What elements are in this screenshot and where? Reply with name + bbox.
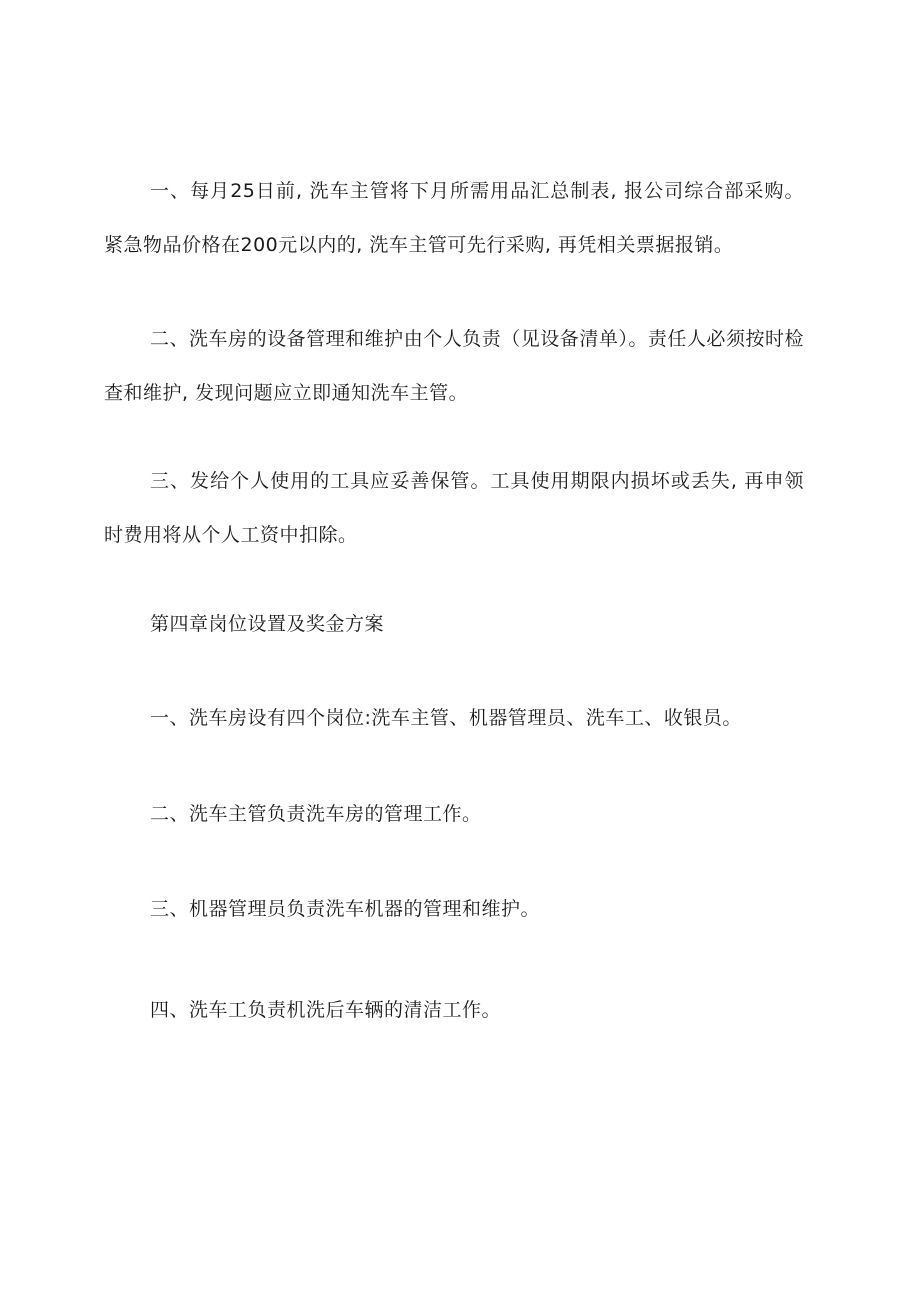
list-item-supervisor: 二、洗车主管负责洗车房的管理工作。 (150, 803, 482, 825)
list-item-positions: 一、洗车房设有四个岗位:洗车主管、机器管理员、洗车工、收银员。 (150, 707, 742, 729)
chapter-heading: 第四章岗位设置及奖金方案 (150, 613, 385, 635)
paragraph-tool-custody: 三、发给个人使用的工具应妥善保管。工具使用期限内损坏或丢失, 再申领时费用将从个人工资中扣除。 (104, 470, 804, 546)
list-item-machine-manager: 三、机器管理员负责洗车机器的管理和维护。 (150, 898, 541, 920)
list-item-washer: 四、洗车工负责机洗后车辆的清洁工作。 (150, 999, 502, 1021)
paragraph-equipment-maintenance: 二、洗车房的设备管理和维护由个人负责（见设备清单）。责任人必须按时检查和维护, 发现问题应立即通知洗车主管。 (104, 328, 804, 404)
paragraph-procurement: 一、每月25日前, 洗车主管将下月所需用品汇总制表, 报公司综合部采购。紧急物品价格在200元以内的, 洗车主管可先行采购, 再凭相关票据报销。 (104, 180, 804, 256)
